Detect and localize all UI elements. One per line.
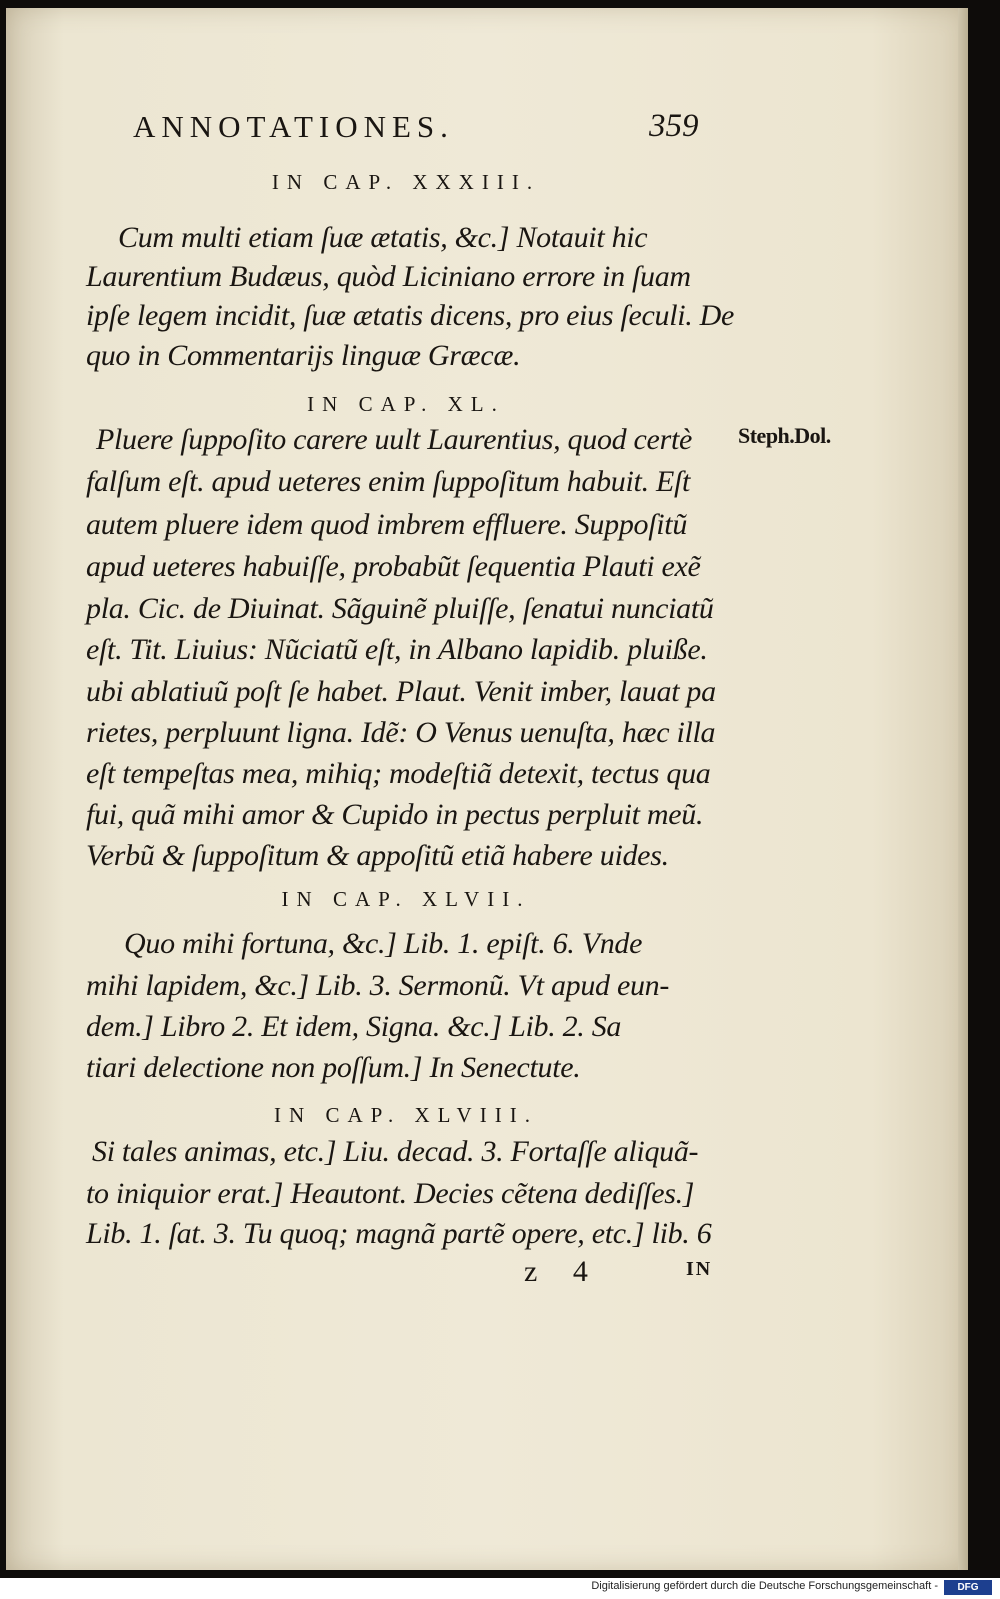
text-line: Verbũ & ſuppoſitum & appoſitũ etiã habere uides. bbox=[86, 839, 669, 872]
text-line: Laurentium Budæus, quòd Liciniano errore in ſuam bbox=[86, 260, 691, 293]
page-number: 359 bbox=[649, 108, 699, 144]
text-line: eſt. Tit. Liuius: Nũciatũ eſt, in Albano lapidib. pluiße. bbox=[86, 633, 708, 666]
text-line: ipſe legem incidit, ſuæ ætatis dicens, pro eius ſeculi. De bbox=[86, 299, 735, 332]
margin-note: Steph.Dol. bbox=[738, 423, 831, 448]
text-line: to iniquior erat.] Heautont. Decies cẽtena dediſſes.] bbox=[86, 1177, 695, 1210]
text-line: Si tales animas, etc.] Liu. decad. 3. Fortaſſe aliquã- bbox=[92, 1135, 699, 1168]
section-heading: IN CAP. XXXIII. bbox=[271, 170, 541, 194]
text-line: Quo mihi fortuna, &c.] Lib. 1. epiſt. 6. Vnde bbox=[124, 927, 643, 960]
text-line: Lib. 1. ſat. 3. Tu quoq; magnã partẽ opere, etc.] lib. 6 bbox=[86, 1217, 712, 1250]
footer-credit: Digitalisierung gefördert durch die Deutsche Forschungsgemeinschaft - bbox=[591, 1580, 938, 1592]
text-block bbox=[6, 8, 968, 1570]
signature-mark: z 4 bbox=[524, 1255, 602, 1288]
section-heading: IN CAP. XL. bbox=[307, 392, 505, 416]
section-heading: IN CAP. XLVIII. bbox=[274, 1103, 538, 1127]
text-line: falſum eſt. apud ueteres enim ſuppoſitum habuit. Eſt bbox=[86, 465, 691, 498]
text-line: dem.] Libro 2. Et idem, Signa. &c.] Lib. 2. Sa bbox=[86, 1010, 622, 1043]
book-page bbox=[6, 8, 968, 1570]
dfg-logo-icon: DFG bbox=[944, 1580, 992, 1595]
text-line: fui, quã mihi amor & Cupido in pectus perpluit meũ. bbox=[86, 798, 704, 831]
text-line: rietes, perpluunt ligna. Idẽ: O Venus uenuſta, hæc illa bbox=[86, 716, 716, 749]
text-line: eſt tempeſtas mea, mihiq; modeſtiã detexit, tectus qua bbox=[86, 757, 711, 790]
text-line: quo in Commentarijs linguæ Græcæ. bbox=[86, 339, 521, 372]
catchword: IN bbox=[686, 1258, 713, 1280]
section-heading: IN CAP. XLVII. bbox=[281, 887, 531, 911]
text-line: autem pluere idem quod imbrem effluere. Suppoſitũ bbox=[86, 508, 688, 541]
running-title: ANNOTATIONES. bbox=[133, 109, 454, 144]
text-line: apud ueteres habuiſſe, probabũt ſequentia Plauti exẽ bbox=[86, 550, 701, 583]
text-line: mihi lapidem, &c.] Lib. 3. Sermonũ. Vt apud eun- bbox=[86, 969, 670, 1002]
text-line: Pluere ſuppoſito carere uult Laurentius, quod certè bbox=[96, 423, 692, 456]
footer-bar bbox=[0, 1578, 1000, 1599]
text-line: Cum multi etiam ſuæ ætatis, &c.] Notauit hic bbox=[118, 221, 648, 254]
text-line: ubi ablatiuũ poſt ſe habet. Plaut. Venit imber, lauat pa bbox=[86, 675, 716, 708]
text-line: tiari delectione non poſſum.] In Senectute. bbox=[86, 1051, 581, 1084]
text-line: pla. Cic. de Diuinat. Sãguinẽ pluiſſe, ſenatui nunciatũ bbox=[86, 592, 714, 625]
